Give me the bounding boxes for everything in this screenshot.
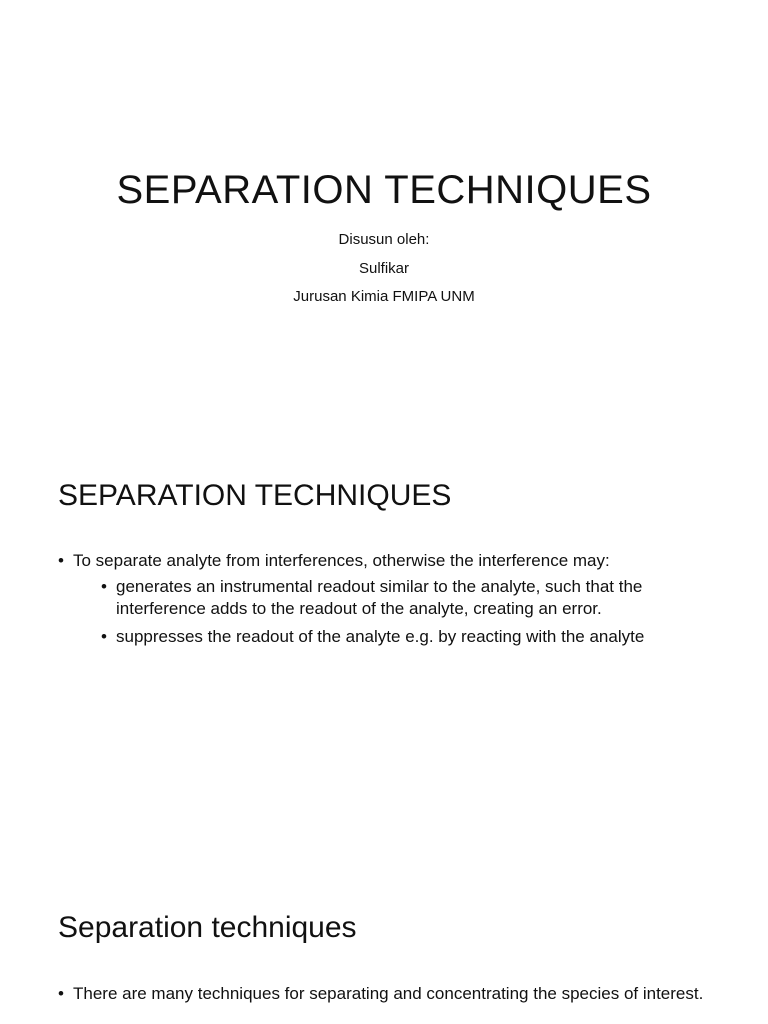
sub-bullet-list: [101, 576, 728, 648]
bullet-text: To separate analyte from interferences, otherwise the interference may:: [73, 551, 610, 570]
bullet-list: [58, 550, 728, 654]
author-affiliation: Jurusan Kimia FMIPA UNM: [293, 288, 475, 305]
author-name: Sulfikar: [358, 260, 410, 277]
sub-bullet-item: • suppresses the readout of the analyte e.g. by reacting with the analyte: [101, 626, 728, 648]
content-slide: [0, 432, 768, 864]
bullet-list: [58, 983, 728, 1005]
slide-title: SEPARATION TECHNIQUES: [116, 168, 652, 212]
bullet-item: [58, 550, 728, 648]
content-slide: [0, 864, 768, 1024]
bullet-item: • There are many techniques for separating and concentrating the species of interest.: [58, 983, 728, 1005]
title-slide: [0, 0, 768, 432]
subtitle-line: Disusun oleh:: [338, 231, 430, 248]
slide-heading: Separation techniques: [58, 911, 357, 944]
sub-bullet-item: • generates an instrumental readout similar to the analyte, such that the interference adds to the readout of the analyte, creating an error.: [101, 576, 728, 620]
slide-heading: SEPARATION TECHNIQUES: [58, 479, 452, 512]
